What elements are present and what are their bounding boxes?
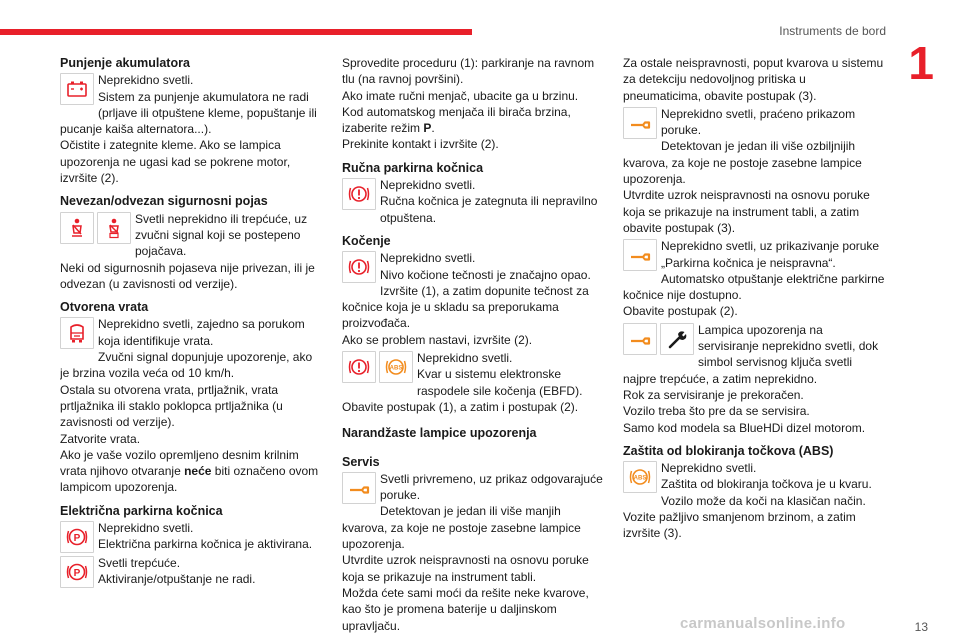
text-line: Neprekidno svetli, zajedno sa porukom koja identifikuje vrata. [98, 317, 305, 348]
section-title-battery: Punjenje akumulatora [60, 56, 190, 70]
text-line: Automatsko otpuštanje električne parkirne kočnice nije dostupno. [623, 271, 885, 303]
text-line: Ako se problem nastavi, izvršite (2). [342, 332, 533, 347]
section-title-braking: Kočenje [342, 233, 391, 248]
abs-icon [623, 461, 657, 493]
text-line: Zaštita od blokiranja točkova je u kvaru. [661, 477, 872, 492]
section-title-service: Servis [342, 454, 380, 469]
entry-service [342, 471, 604, 634]
section-title-abs: Zaštita od blokiranja točkova (ABS) [623, 443, 834, 458]
brake-icon [342, 251, 376, 283]
section-title-orange-warning-lamps: Narandžaste lampice upozorenja [342, 426, 537, 441]
text-fragment: Ako je vaše vozilo opremljeno desnim krilnim vrata njihovo otvaranje [60, 447, 299, 479]
door-open-icon [60, 317, 94, 349]
text-line: Ako imate ručni menjač, ubacite ga u brzinu. [342, 88, 579, 103]
text-line: Obavite postupak (2). [623, 304, 738, 319]
text-line: Neprekidno svetli. [417, 351, 513, 366]
service-key-icon [660, 323, 694, 355]
section-title-manual-parking-brake: Ručna parkirna kočnica [342, 160, 484, 175]
text-line: Lampica upozorenja na servisiranje neprekidno svetli, dok simbol servisnog ključa svetli najpre trepćuće, a zatim neprekidno. [623, 322, 879, 386]
text-line: Nivo kočione tečnosti je značajno opao. [380, 267, 591, 282]
column-left [60, 55, 322, 588]
text-line: Prekinite kontakt i izvršite (2). [342, 137, 499, 152]
text-line: Zatvorite vrata. [60, 431, 141, 446]
entry-seatbelt [60, 211, 322, 292]
text-line: Samo kod modela sa BlueHDi dizel motorom. [623, 420, 866, 435]
text-fragment: Kod automatskog menjača ili birača brzina, izaberite režim [342, 104, 571, 136]
wrench-icon [342, 472, 376, 504]
text-line: Neprekidno svetli. [98, 73, 194, 88]
text-line: Svetli privremeno, uz prikaz odgovarajuće poruke. [380, 471, 603, 503]
text-line: Aktiviranje/otpuštanje ne radi. [98, 572, 256, 587]
chapter-number: 1 [908, 37, 934, 89]
text-line: Izvršite (1), a zatim dopunite tečnost za kočnice koja je u skladu sa preporukama proizvođača. [342, 283, 589, 331]
abs-icon [379, 351, 413, 383]
section-header-title: Instruments de bord [779, 24, 886, 38]
seatbelt-rear-icon [97, 212, 131, 244]
electric-parking-brake-icon [60, 521, 94, 553]
section-title-door: Otvorena vrata [60, 300, 149, 315]
text-line: Utvrdite uzrok neispravnosti na osnovu poruke koja se prikazuje na instrument tabli, a zatim obavite postupak (3). [623, 188, 870, 235]
text-line: Neprekidno svetli, uz prikazivanje poruke „Parkirna kočnica je neispravna“. [661, 239, 880, 270]
entry-epb-flashing [60, 555, 322, 588]
electric-parking-brake-icon [60, 556, 94, 588]
section-title-electric-parking-brake: Električna parkirna kočnica [60, 503, 223, 518]
text-line: Vozilo može da koči na klasičan način. [661, 493, 866, 508]
seatbelt-front-icon [60, 212, 94, 244]
entry-manual-brake [342, 177, 604, 226]
entry-braking [342, 250, 604, 348]
entry-braking-ebfd [342, 350, 604, 415]
text-line: Neprekidno svetli. [380, 251, 476, 266]
text-line: Ručna kočnica je zategnuta ili nepravilno otpuštena. [380, 194, 598, 225]
text-line: Vozite pažljivo smanjenom brzinom, a zatim izvršite (3). [623, 510, 856, 541]
text-line-auto [342, 104, 604, 137]
text-line: Rok za servisiranje je prekoračen. [623, 387, 804, 402]
battery-icon [60, 73, 94, 105]
entry-service-serious [623, 106, 885, 236]
entry-service-parking-brake [623, 238, 885, 319]
svg-text:P: P [73, 568, 81, 580]
text-line: Svetli neprekidno ili trepćuće, uz zvučni signal koji se postepeno pojačava. [135, 211, 308, 259]
entry-service-overdue [623, 322, 885, 436]
text-line: Vozilo treba što pre da se servisira. [623, 404, 810, 419]
watermark: carmanualsonline.info [680, 615, 846, 632]
entry-epb-steady [60, 520, 322, 553]
text-line: Možda ćete sami moći da rešite neke kvarove, kao što je promena baterije u daljinskom upravljaču. [342, 585, 589, 633]
brake-icon [342, 351, 376, 383]
wrench-icon [623, 239, 657, 271]
entry-door [60, 316, 322, 495]
text-line: Sprovedite proceduru (1): parkiranje na ravnom tlu (na ravnoj površini). [342, 56, 595, 87]
text-line-door-extra [60, 447, 322, 496]
text-line: Obavite postupak (1), a zatim i postupak (2). [342, 399, 579, 414]
svg-text:P: P [73, 533, 81, 545]
svg-text:ABS: ABS [633, 475, 647, 482]
emphasis-text: neće [184, 464, 212, 479]
entry-battery [60, 72, 322, 186]
text-line: Neprekidno svetli. [380, 178, 476, 193]
text-line: Neprekidno svetli. [98, 521, 194, 536]
emphasis-text: P [423, 121, 432, 136]
column-right [623, 55, 885, 542]
column-middle [342, 55, 604, 634]
text-fragment: . [431, 121, 435, 136]
wrench-icon [623, 107, 657, 139]
text-line: Detektovan je jedan ili više ozbiljnijih kvarova, za koje ne postoje zasebne lampice upozorenja. [623, 139, 862, 187]
header-accent-bar [0, 29, 472, 35]
text-line: Kvar u sistemu elektronske raspodele sile kočenja (EBFD). [417, 367, 583, 398]
text-fragment: biti označeno ovom lampicom upozorenja. [60, 464, 319, 495]
text-line: Svetli trepćuće. [98, 556, 181, 571]
text-line: Ostala su otvorena vrata, prtljažnik, vrata prtljažnika ili staklo poklopca prtljažnika (u zavisnosti od verzije). [60, 382, 283, 430]
section-title-seatbelt: Nevezan/odvezan sigurnosni pojas [60, 194, 268, 209]
svg-text:ABS: ABS [389, 365, 403, 372]
text-line: Utvrdite uzrok neispravnosti na osnovu poruke koja se prikazuje na instrument tabli. [342, 553, 589, 584]
text-line: Neprekidno svetli. [661, 461, 757, 476]
entry-abs [623, 460, 885, 541]
parking-brake-icon [342, 178, 376, 210]
text-line: Za ostale neispravnosti, poput kvarova u sistemu za detekciju nedovoljnog pritiska u pneumaticima, obavite postupak (3). [623, 56, 884, 103]
text-line: Detektovan je jedan ili više manjih kvarova, za koje ne postoje zasebne lampice upozorenja. [342, 504, 581, 552]
wrench-icon [623, 323, 657, 355]
text-line: Zvučni signal dopunjuje upozorenje, ako je brzina vozila veća od 10 km/h. [60, 350, 313, 381]
text-line: Sistem za punjenje akumulatora ne radi (prljave ili otpuštene kleme, popuštanje ili pucanje kaiša alternatora...). [60, 89, 317, 137]
text-line: Neprekidno svetli, praćeno prikazom poruke. [661, 106, 856, 138]
text-line: Očistite i zategnite kleme. Ako se lampica upozorenja ne ugasi kad se pokrene motor, izvršite (2). [60, 138, 291, 186]
page-number: 13 [914, 620, 928, 634]
text-line: Električna parkirna kočnica je aktivirana. [98, 537, 313, 552]
text-line: Neki od sigurnosnih pojaseva nije privezan, ili je odvezan (u zavisnosti od verzije). [60, 260, 315, 291]
